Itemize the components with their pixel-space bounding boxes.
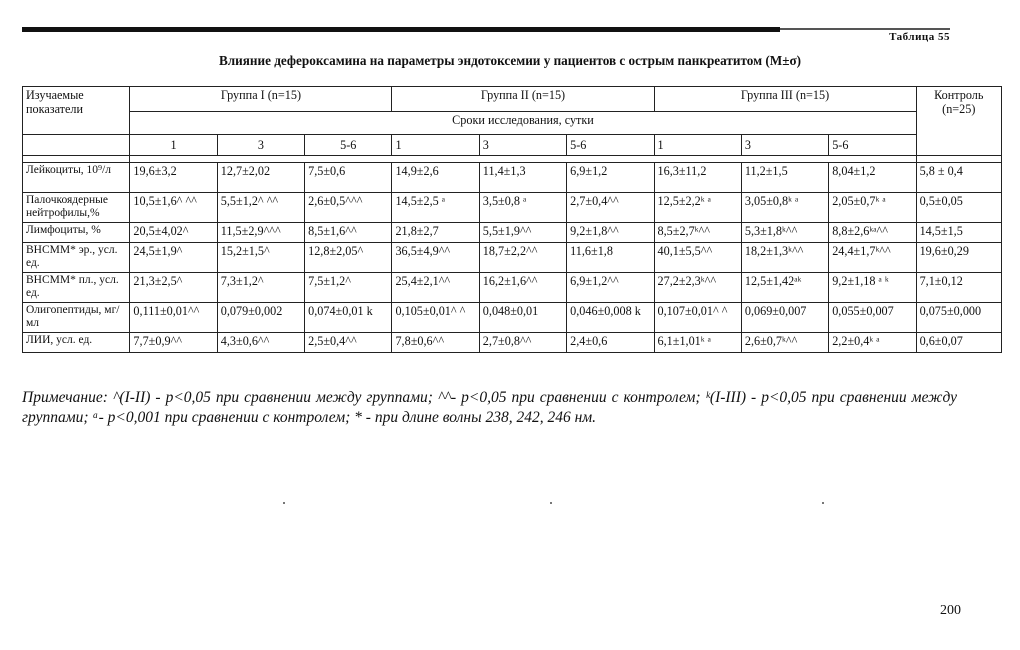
control-value-cell: 19,6±0,29: [916, 243, 1001, 273]
value-cell: 14,9±2,6: [392, 163, 479, 193]
value-cell: 25,4±2,1^^: [392, 273, 479, 303]
control-value-cell: 0,5±0,05: [916, 193, 1001, 223]
value-cell: 6,9±1,2: [567, 163, 654, 193]
day-header: 1: [392, 135, 479, 156]
value-cell: 9,2±1,8^^: [567, 223, 654, 243]
value-cell: 24,5±1,9^: [130, 243, 217, 273]
value-cell: 0,111±0,01^^: [130, 303, 217, 333]
day-header: 5-6: [305, 135, 392, 156]
page-number: 200: [940, 603, 961, 618]
table-footnote: Примечание: ^(I-II) - p<0,05 при сравнении между группами; ^^- p<0,05 при сравнении с контролем; ᵏ(I-III) - p<0,05 при сравнении между группами; ᵃ- p<0,001 при сравнении с контролем; * - при длине волны 238, 242, 246 нм.: [22, 389, 957, 426]
value-cell: 0,055±0,007: [829, 303, 916, 333]
value-cell: 7,7±0,9^^: [130, 333, 217, 353]
value-cell: 2,5±0,4^^: [305, 333, 392, 353]
control-value-cell: 5,8 ± 0,4: [916, 163, 1001, 193]
day-header: 3: [741, 135, 828, 156]
row-label-lymphocytes: Лимфоциты, %: [23, 223, 130, 243]
value-cell: 8,5±1,6^^: [305, 223, 392, 243]
day-header: 1: [654, 135, 741, 156]
group3-header: Группа III (n=15): [654, 87, 916, 112]
value-cell: 12,7±2,02: [217, 163, 304, 193]
spacer-cell: [23, 156, 130, 163]
top-rule: [22, 27, 780, 32]
row-label-lii: ЛИИ, усл. ед.: [23, 333, 130, 353]
value-cell: 14,5±2,5 ᵃ: [392, 193, 479, 223]
scan-speck: [283, 502, 285, 504]
value-cell: 12,8±2,05^: [305, 243, 392, 273]
value-cell: 5,3±1,8ᵏ^^: [741, 223, 828, 243]
value-cell: 20,5±4,02^: [130, 223, 217, 243]
value-cell: 18,7±2,2^^: [479, 243, 566, 273]
value-cell: 12,5±1,42ᵃᵏ: [741, 273, 828, 303]
value-cell: 8,5±2,7ᵏ^^: [654, 223, 741, 243]
day-header: 3: [217, 135, 304, 156]
table-title: Влияние дефероксамина на параметры эндотоксемии у пациентов с острым панкреатитом (M±σ): [218, 53, 802, 68]
row-label-vnsmm-pl: ВНСММ* пл., усл. ед.: [23, 273, 130, 303]
control-value-cell: 0,6±0,07: [916, 333, 1001, 353]
value-cell: 3,05±0,8ᵏ ᵃ: [741, 193, 828, 223]
table-number: Таблица 55: [889, 31, 950, 43]
value-cell: 7,8±0,6^^: [392, 333, 479, 353]
value-cell: 36,5±4,9^^: [392, 243, 479, 273]
day-header: 5-6: [829, 135, 916, 156]
value-cell: 11,2±1,5: [741, 163, 828, 193]
sroki-header: Сроки исследования, сутки: [130, 112, 916, 135]
data-table: [22, 86, 1002, 353]
row-label-vnsmm-er: ВНСММ* эр., усл. ед.: [23, 243, 130, 273]
day-header: 3: [479, 135, 566, 156]
value-cell: 40,1±5,5^^: [654, 243, 741, 273]
row-label-oligopeptides: Олигопептиды, мг/мл: [23, 303, 130, 333]
row-label-band-neutrophils: Палочкоядерные нейтрофилы,%: [23, 193, 130, 223]
top-rule-fade: [780, 28, 950, 30]
value-cell: 15,2±1,5^: [217, 243, 304, 273]
value-cell: 11,5±2,9^^^: [217, 223, 304, 243]
control-value-cell: 0,075±0,000: [916, 303, 1001, 333]
value-cell: 2,4±0,6: [567, 333, 654, 353]
param-header-blank: [23, 135, 130, 156]
value-cell: 2,7±0,8^^: [479, 333, 566, 353]
value-cell: 5,5±1,9^^: [479, 223, 566, 243]
value-cell: 7,5±1,2^: [305, 273, 392, 303]
value-cell: 10,5±1,6^ ^^: [130, 193, 217, 223]
value-cell: 0,046±0,008 k: [567, 303, 654, 333]
row-label-leukocytes: Лейкоциты, 10⁹/л: [23, 163, 130, 193]
value-cell: 2,7±0,4^^: [567, 193, 654, 223]
value-cell: 11,4±1,3: [479, 163, 566, 193]
value-cell: 0,069±0,007: [741, 303, 828, 333]
value-cell: 0,048±0,01: [479, 303, 566, 333]
value-cell: 21,8±2,7: [392, 223, 479, 243]
spacer-cell: [916, 156, 1001, 163]
value-cell: 4,3±0,6^^: [217, 333, 304, 353]
value-cell: 7,3±1,2^: [217, 273, 304, 303]
day-header: 5-6: [567, 135, 654, 156]
value-cell: 2,05±0,7ᵏ ᵃ: [829, 193, 916, 223]
value-cell: 3,5±0,8 ᵃ: [479, 193, 566, 223]
control-value-cell: 14,5±1,5: [916, 223, 1001, 243]
value-cell: 21,3±2,5^: [130, 273, 217, 303]
control-header: Контроль (n=25): [916, 87, 1001, 156]
scan-speck: [822, 502, 824, 504]
value-cell: 11,6±1,8: [567, 243, 654, 273]
value-cell: 8,04±1,2: [829, 163, 916, 193]
value-cell: 0,107±0,01^ ^: [654, 303, 741, 333]
day-header: 1: [130, 135, 217, 156]
value-cell: 0,074±0,01 k: [305, 303, 392, 333]
value-cell: 27,2±2,3ᵏ^^: [654, 273, 741, 303]
group1-header: Группа I (n=15): [130, 87, 392, 112]
value-cell: 0,079±0,002: [217, 303, 304, 333]
value-cell: 9,2±1,18 ᵃ ᵏ: [829, 273, 916, 303]
value-cell: 18,2±1,3ᵏ^^: [741, 243, 828, 273]
value-cell: 0,105±0,01^ ^: [392, 303, 479, 333]
scan-speck: [550, 502, 552, 504]
value-cell: 2,2±0,4ᵏ ᵃ: [829, 333, 916, 353]
param-header: Изучаемые показатели: [23, 87, 130, 135]
value-cell: 16,3±11,2: [654, 163, 741, 193]
control-value-cell: 7,1±0,12: [916, 273, 1001, 303]
value-cell: 8,8±2,6ᵏᵃ^^: [829, 223, 916, 243]
value-cell: 6,1±1,01ᵏ ᵃ: [654, 333, 741, 353]
value-cell: 2,6±0,5^^^: [305, 193, 392, 223]
value-cell: 6,9±1,2^^: [567, 273, 654, 303]
value-cell: 12,5±2,2ᵏ ᵃ: [654, 193, 741, 223]
value-cell: 24,4±1,7ᵏ^^: [829, 243, 916, 273]
value-cell: 7,5±0,6: [305, 163, 392, 193]
value-cell: 19,6±3,2: [130, 163, 217, 193]
spacer-cell: [130, 156, 916, 163]
value-cell: 16,2±1,6^^: [479, 273, 566, 303]
value-cell: 5,5±1,2^ ^^: [217, 193, 304, 223]
value-cell: 2,6±0,7ᵏ^^: [741, 333, 828, 353]
group2-header: Группа II (n=15): [392, 87, 654, 112]
